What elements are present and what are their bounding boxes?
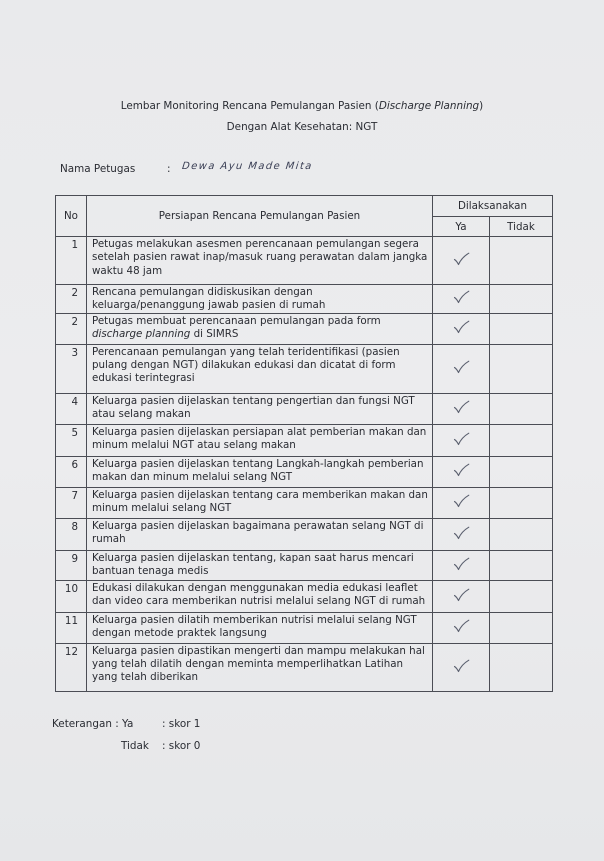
row-tidak-cell [490,643,553,691]
row-text: Keluarga pasien dijelaskan tentang pengertian dan fungsi NGT atau selang makan [92,394,415,420]
row-number: 10 [56,580,87,612]
row-ya-cell [433,612,490,643]
row-number: 8 [56,518,87,550]
row-ya-cell [433,344,490,393]
table-row [56,580,553,612]
table-row [56,393,553,424]
header-tidak: Tidak [490,217,553,237]
row-description [87,612,433,643]
row-description [87,285,433,314]
row-ya-cell [433,643,490,691]
row-text: Keluarga pasien dijelaskan tentang, kapan saat harus mencari bantuan tenaga medis [92,551,414,577]
row-text: Edukasi dilakukan dengan menggunakan media edukasi leaflet dan video cara memberikan nutrisi melalui selang NGT di rumah [92,581,426,607]
row-number: 5 [56,424,87,456]
row-text-italic: discharge planning [92,327,191,340]
row-number: 2 [56,313,87,344]
row-description [87,344,433,393]
table-row [56,612,553,643]
checkmark-icon [453,619,470,633]
checkmark-icon [453,290,470,304]
checkmark-icon [453,659,470,673]
row-ya-cell [433,237,490,285]
checkmark-icon [453,360,470,374]
checkmark-icon [453,432,470,446]
row-tidak-cell [490,456,553,487]
table-row [56,344,553,393]
table-row [56,643,553,691]
row-number: 2 [56,285,87,314]
table-row [56,424,553,456]
table-row [56,550,553,580]
row-tidak-cell [490,424,553,456]
row-description [87,393,433,424]
legend-tidak-value: : skor 0 [162,740,201,752]
row-text: Keluarga pasien dilatih memberikan nutrisi melalui selang NGT dengan metode praktek langsung [92,613,417,639]
header-dilaksanakan: Dilaksanakan [433,196,553,217]
row-tidak-cell [490,487,553,518]
row-description [87,550,433,580]
checkmark-icon [453,320,470,334]
row-description [87,313,433,344]
checklist-table [55,195,553,692]
row-number: 12 [56,643,87,691]
legend-ya-value: : skor 1 [162,718,201,730]
table-row [56,518,553,550]
legend-tidak-label: Tidak [121,740,149,752]
row-text-suffix: di SIMRS [190,327,239,340]
row-ya-cell [433,424,490,456]
checkmark-icon [453,557,470,571]
officer-colon: : [167,163,171,175]
row-ya-cell [433,487,490,518]
row-text: Keluarga pasien dijelaskan bagaimana perawatan selang NGT di rumah [92,519,424,545]
document-title [40,100,564,112]
row-tidak-cell [490,612,553,643]
row-tidak-cell [490,393,553,424]
row-description [87,518,433,550]
checkmark-icon [453,463,470,477]
table-row [56,237,553,285]
row-text: Keluarga pasien dijelaskan persiapan alat pemberian makan dan minum melalui NGT atau selang makan [92,425,427,451]
document-subtitle: Dengan Alat Kesehatan: NGT [226,121,378,133]
title-prefix: Lembar Monitoring Rencana Pemulangan Pasien ( [120,100,379,112]
row-text: Petugas melakukan asesmen perencanaan pemulangan segera setelah pasien rawat inap/masuk ruang perawatan dalam jangka waktu 48 jam [92,238,428,277]
table-row [56,456,553,487]
row-ya-cell [433,580,490,612]
row-ya-cell [433,285,490,314]
title-suffix: ) [479,100,484,112]
row-description [87,643,433,691]
row-ya-cell [433,518,490,550]
row-number: 9 [56,550,87,580]
row-tidak-cell [490,313,553,344]
row-number: 4 [56,393,87,424]
row-description [87,580,433,612]
row-text: Keluarga pasien dijelaskan tentang cara memberikan makan dan minum melalui selang NGT [92,488,428,514]
row-tidak-cell [490,344,553,393]
row-ya-cell [433,313,490,344]
officer-name-handwritten: Dewa Ayu Made Mita [181,161,314,172]
row-text: Rencana pemulangan didiskusikan dengan keluarga/penanggung jawab pasien di rumah [92,286,326,312]
row-text: Petugas membuat perencanaan pemulangan pada form [92,314,381,327]
checkmark-icon [453,494,470,508]
row-ya-cell [433,456,490,487]
row-tidak-cell [490,550,553,580]
checkmark-icon [453,252,470,266]
officer-line [60,161,314,175]
checkmark-icon [453,588,470,602]
title-italic: Discharge Planning [378,100,480,112]
row-text: Keluarga pasien dipastikan mengerti dan mampu melakukan hal yang telah dilatih dengan meminta memperlihatkan Latihan yang telah diberikan [92,644,425,684]
checkmark-icon [453,526,470,540]
row-number: 11 [56,612,87,643]
officer-label: Nama Petugas [60,163,136,175]
row-description [87,237,433,285]
row-tidak-cell [490,518,553,550]
header-no: No [56,196,87,237]
table-row [56,487,553,518]
header-ya: Ya [433,217,490,237]
row-description [87,456,433,487]
row-description [87,487,433,518]
row-text: Perencanaan pemulangan yang telah teridentifikasi (pasien pulang dengan NGT) dilakukan edukasi dan dicatat di form edukasi terintegrasi [92,345,400,385]
row-ya-cell [433,550,490,580]
table-row [56,285,553,314]
header-item: Persiapan Rencana Pemulangan Pasien [87,196,433,237]
row-number: 6 [56,456,87,487]
row-number: 3 [56,344,87,393]
row-tidak-cell [490,285,553,314]
row-text: Keluarga pasien dijelaskan tentang Langkah-langkah pemberian makan dan minum melalui selang NGT [92,457,424,483]
row-number: 1 [56,237,87,285]
row-description [87,424,433,456]
checkmark-icon [453,400,470,414]
table-row [56,313,553,344]
row-ya-cell [433,393,490,424]
row-tidak-cell [490,237,553,285]
row-number: 7 [56,487,87,518]
row-tidak-cell [490,580,553,612]
legend-ya-label: Keterangan : Ya [52,718,134,730]
